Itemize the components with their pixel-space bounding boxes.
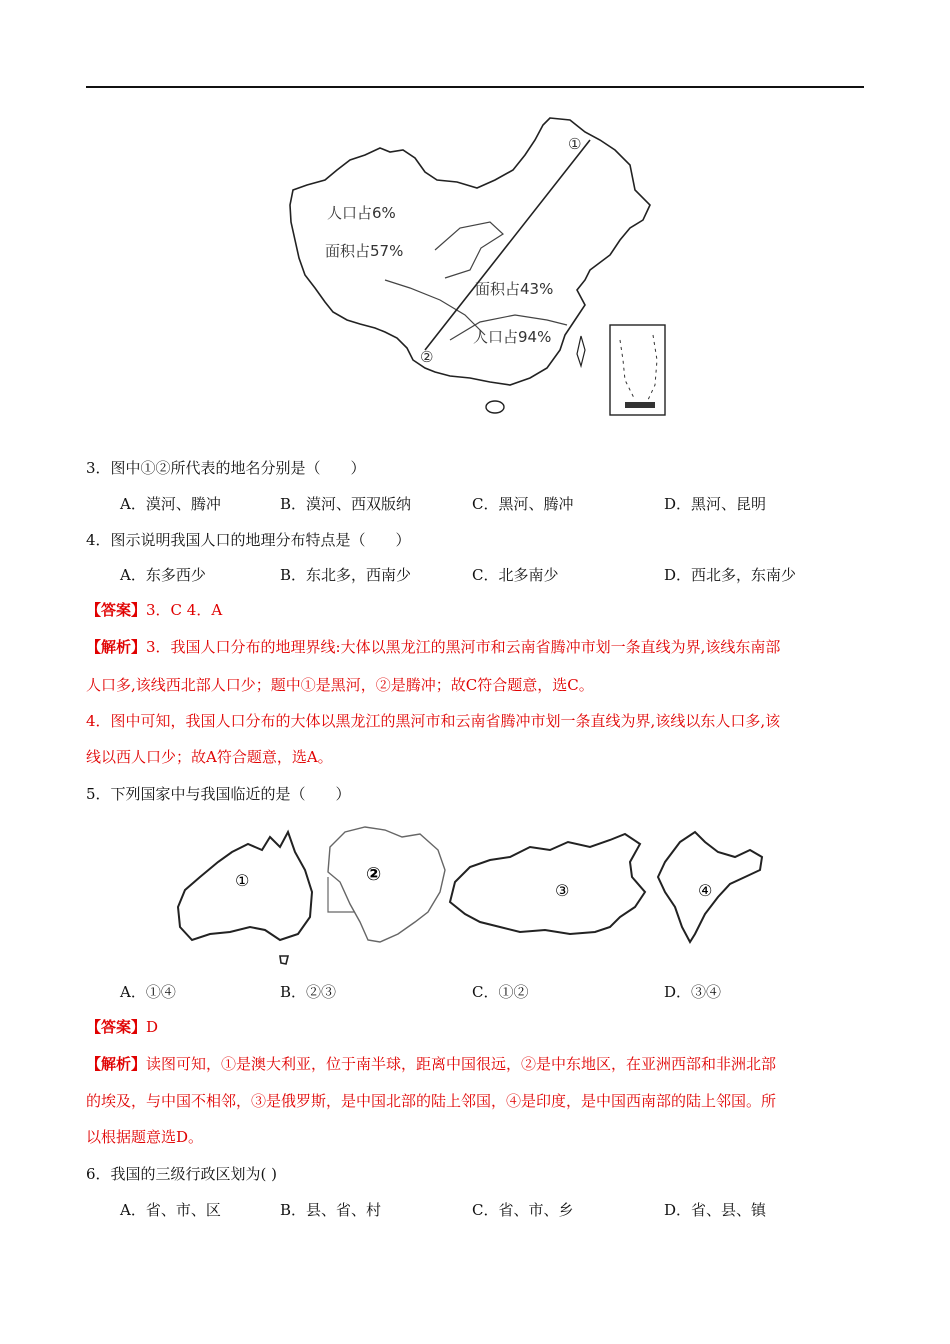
countries-map — [170, 822, 785, 972]
middle-east-outline — [328, 827, 445, 942]
answer-5-tag: 【答案】 — [86, 1018, 147, 1036]
map-label-2: ② — [366, 864, 382, 885]
header-rule — [86, 86, 864, 88]
q3-option-b: B．漠河、西双版纳 — [280, 495, 412, 513]
nw-population-label: 人口占6% — [327, 204, 396, 222]
analysis-5-tag: 【解析】 — [86, 1055, 147, 1073]
south-china-sea-inset — [610, 325, 665, 415]
marker-2-label: ② — [420, 348, 434, 366]
q4-option-b: B．东北多，西南少 — [280, 566, 412, 584]
q5-stem: 5．下列国家中与我国临近的是（ ） — [86, 785, 351, 803]
q5-option-d: D．③④ — [664, 983, 722, 1001]
q3-option-a: A．漠河、腾冲 — [120, 495, 221, 513]
q6-option-b: B．县、省、村 — [280, 1201, 382, 1219]
q6-option-d: D．省、县、镇 — [664, 1201, 767, 1219]
q4-option-d: D．西北多，东南少 — [664, 566, 797, 584]
q6-option-c: C．省、市、乡 — [472, 1201, 574, 1219]
q6-stem: 6．我国的三级行政区划为( ) — [86, 1165, 278, 1183]
answer-5-text: D — [146, 1018, 159, 1036]
analysis-34-line1 — [86, 637, 780, 657]
answer-34 — [86, 600, 222, 620]
q4-option-a: A．东多西少 — [120, 566, 206, 584]
map-label-4: ④ — [698, 881, 713, 900]
analysis-5-line1 — [86, 1054, 776, 1074]
analysis-34-line3: 4．图中可知，我国人口分布的大体以黑龙江的黑河市和云南省腾冲市划一条直线为界,该线以东人口多,该 — [86, 712, 781, 730]
se-population-label: 人口占94% — [473, 328, 552, 346]
answer-5 — [86, 1017, 158, 1037]
analysis-5-line2: 的埃及，与中国不相邻，③是俄罗斯，是中国北部的陆上邻国，④是印度，是中国西南部的陆上邻国。所 — [86, 1092, 777, 1110]
heihe-tengchong-line — [425, 140, 590, 350]
analysis-34-line2: 人口多,该线西北部人口少；题中①是黑河，②是腾冲；故C符合题意，选C。 — [86, 676, 594, 694]
q5-option-a: A．①④ — [120, 983, 176, 1001]
analysis-5-text: 读图可知，①是澳大利亚，位于南半球，距离中国很远，②是中东地区，在亚洲西部和非洲北部 — [146, 1055, 777, 1073]
map-label-1: ① — [235, 871, 250, 890]
q5-option-b: B．②③ — [280, 983, 337, 1001]
q4-option-c: C．北多南少 — [472, 566, 559, 584]
analysis-34-line4: 线以西人口少；故A符合题意，选A。 — [86, 748, 333, 766]
nw-area-label: 面积占57% — [325, 242, 404, 260]
china-population-map — [285, 110, 670, 425]
russia-outline — [450, 834, 645, 934]
se-area-label: 面积占43% — [475, 280, 554, 298]
analysis-5-line3: 以根据题意选D。 — [86, 1128, 204, 1146]
marker-1-label: ① — [568, 135, 582, 153]
q3-stem: 3．图中①②所代表的地名分别是（ ） — [86, 459, 366, 477]
q4-stem: 4．图示说明我国人口的地理分布特点是（ ） — [86, 531, 411, 549]
q5-option-c: C．①② — [472, 983, 529, 1001]
q3-option-d: D．黑河、昆明 — [664, 495, 767, 513]
map-label-3: ③ — [555, 881, 570, 900]
answer-text: 3．C 4．A — [146, 601, 223, 619]
answer-tag: 【答案】 — [86, 601, 147, 619]
q6-option-a: A．省、市、区 — [120, 1201, 221, 1219]
analysis-tag: 【解析】 — [86, 638, 147, 656]
analysis-text: 3．我国人口分布的地理界线:大体以黑龙江的黑河市和云南省腾冲市划一条直线为界,该线东南部 — [146, 638, 781, 656]
q3-option-c: C．黑河、腾冲 — [472, 495, 574, 513]
